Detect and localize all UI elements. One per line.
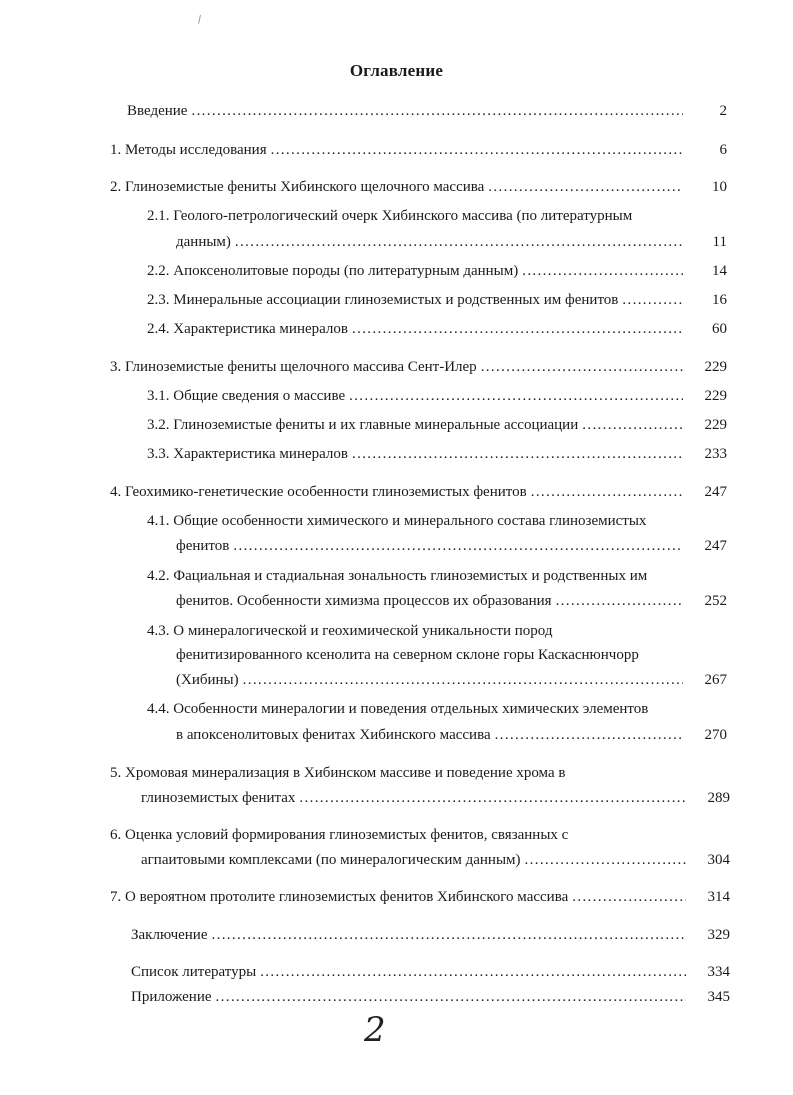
toc-entry-text: в апоксенолитовых фенитах Хибинского массива bbox=[176, 727, 491, 743]
toc-entry-section-3-1[interactable] bbox=[147, 386, 727, 406]
toc-page-number: 229 bbox=[704, 359, 727, 375]
toc-page-number: 233 bbox=[704, 446, 727, 462]
toc-page-number: 334 bbox=[707, 964, 730, 980]
toc-entry-line: 4.1. Общие особенности химического и минерального состава глиноземистых bbox=[147, 513, 647, 529]
toc-entry-section-2-3[interactable] bbox=[147, 290, 727, 310]
leader-dots bbox=[243, 670, 683, 690]
leader-dots bbox=[233, 536, 683, 556]
toc-entry-text: 2.4. Характеристика минералов bbox=[147, 321, 348, 337]
handwritten-page-number: 2 bbox=[364, 1010, 386, 1050]
toc-entry-text: 4. Геохимико-генетические особенности глиноземистых фенитов bbox=[110, 484, 527, 500]
leader-dots bbox=[191, 101, 683, 121]
toc-entry-text: Список литературы bbox=[131, 964, 257, 980]
toc-entry-text: 7. О вероятном протолите глиноземистых фенитов Хибинского массива bbox=[110, 889, 569, 905]
leader-dots bbox=[582, 415, 683, 435]
leader-dots bbox=[481, 357, 683, 377]
toc-entry-references[interactable] bbox=[131, 962, 730, 982]
toc-entry-text: Заключение bbox=[131, 927, 208, 943]
toc-entry-text: 2.2. Апоксенолитовые породы (по литературным данным) bbox=[147, 263, 519, 279]
toc-page-number: 267 bbox=[704, 672, 727, 688]
toc-page-number: 289 bbox=[707, 790, 730, 806]
toc-page-number: 11 bbox=[712, 234, 727, 250]
toc-entry-section-2-2[interactable] bbox=[147, 261, 727, 281]
toc-page-number: 10 bbox=[712, 179, 727, 195]
toc-entry-text: Введение bbox=[127, 103, 188, 119]
toc-entry-section-4-3[interactable] bbox=[176, 670, 727, 690]
page-title: Оглавление bbox=[349, 61, 444, 80]
toc-entry-line: 6. Оценка условий формирования глиноземистых фенитов, связанных с bbox=[110, 827, 569, 843]
leader-dots bbox=[495, 725, 683, 745]
leader-dots bbox=[260, 962, 686, 982]
leader-dots bbox=[216, 987, 686, 1007]
toc-entry-line: фенитизированного ксенолита на северном склоне горы Каскаснюнчорр bbox=[176, 647, 639, 663]
toc-entry-chapter-3[interactable] bbox=[110, 357, 727, 377]
toc-entry-text: 1. Методы исследования bbox=[110, 142, 267, 158]
scan-speck bbox=[198, 15, 203, 24]
toc-page-number: 329 bbox=[707, 927, 730, 943]
toc-page-number: 2 bbox=[719, 103, 727, 119]
toc-entry-line: 4.4. Особенности минералогии и поведения отдельных химических элементов bbox=[147, 701, 649, 717]
toc-page-number: 14 bbox=[712, 263, 727, 279]
toc-entry-text: глиноземистых фенитах bbox=[141, 790, 296, 806]
toc-page-number: 304 bbox=[707, 852, 730, 868]
toc-entry-section-4-4[interactable] bbox=[176, 725, 727, 745]
leader-dots bbox=[352, 444, 683, 464]
toc-entry-line: 5. Хромовая минерализация в Хибинском массиве и поведение хрома в bbox=[110, 765, 566, 781]
toc-entry-text: данным) bbox=[176, 234, 231, 250]
toc-entry-text: 3.1. Общие сведения о массиве bbox=[147, 388, 346, 404]
toc-entry-section-3-3[interactable] bbox=[147, 444, 727, 464]
toc-page-number: 345 bbox=[707, 989, 730, 1005]
toc-entry-text: Приложение bbox=[131, 989, 212, 1005]
toc-entry-text: фенитов bbox=[176, 538, 230, 554]
toc-entry-text: 2.3. Минеральные ассоциации глиноземистых и родственных им фенитов bbox=[147, 292, 619, 308]
toc-entry-line: 4.2. Фациальная и стадиальная зональность глиноземистых и родственных им bbox=[147, 568, 648, 584]
toc-entry-intro[interactable] bbox=[127, 101, 727, 121]
toc-entry-text: (Хибины) bbox=[176, 672, 239, 688]
toc-page-number: 6 bbox=[719, 142, 727, 158]
leader-dots bbox=[299, 788, 686, 808]
toc-entry-text: фенитов. Особенности химизма процессов их образования bbox=[176, 593, 552, 609]
toc-page-number: 229 bbox=[704, 417, 727, 433]
toc-entry-chapter-7[interactable] bbox=[110, 887, 730, 907]
toc-page-number: 247 bbox=[704, 484, 727, 500]
leader-dots bbox=[235, 232, 683, 252]
toc-entry-text: 2. Глиноземистые фениты Хибинского щелочного массива bbox=[110, 179, 485, 195]
leader-dots bbox=[212, 925, 687, 945]
toc-entry-section-4-1[interactable] bbox=[176, 536, 727, 556]
toc-entry-chapter-4[interactable] bbox=[110, 482, 727, 502]
toc-entry-section-2-4[interactable] bbox=[147, 319, 727, 339]
toc-entry-appendix[interactable] bbox=[131, 987, 730, 1007]
leader-dots bbox=[271, 140, 683, 160]
leader-dots bbox=[522, 261, 683, 281]
leader-dots bbox=[488, 177, 683, 197]
toc-entry-chapter-5[interactable] bbox=[141, 788, 730, 808]
toc-entry-text: агпаитовыми комплексами (по минералогическим данным) bbox=[141, 852, 521, 868]
leader-dots bbox=[572, 887, 686, 907]
toc-entry-chapter-6[interactable] bbox=[141, 850, 730, 870]
leader-dots bbox=[525, 850, 686, 870]
leader-dots bbox=[352, 319, 683, 339]
toc-entry-text: 3.3. Характеристика минералов bbox=[147, 446, 348, 462]
toc-entry-line: 4.3. О минералогической и геохимической уникальности пород bbox=[147, 623, 553, 639]
toc-entry-text: 3.2. Глиноземистые фениты и их главные минеральные ассоциации bbox=[147, 417, 579, 433]
leader-dots bbox=[622, 290, 683, 310]
toc-entry-line: 2.1. Геолого-петрологический очерк Хибинского массива (по литературным bbox=[147, 208, 633, 224]
toc-entry-chapter-1[interactable] bbox=[110, 140, 727, 160]
toc-entry-text: 3. Глиноземистые фениты щелочного массива Сент-Илер bbox=[110, 359, 477, 375]
toc-page-number: 60 bbox=[712, 321, 727, 337]
toc-entry-section-4-2[interactable] bbox=[176, 591, 727, 611]
toc-page-number: 16 bbox=[712, 292, 727, 308]
toc-entry-chapter-2[interactable] bbox=[110, 177, 727, 197]
leader-dots bbox=[531, 482, 683, 502]
toc-page-number: 229 bbox=[704, 388, 727, 404]
toc-page-number: 314 bbox=[707, 889, 730, 905]
toc-page-number: 252 bbox=[704, 593, 727, 609]
toc-page-number: 270 bbox=[704, 727, 727, 743]
toc-page-number: 247 bbox=[704, 538, 727, 554]
leader-dots bbox=[556, 591, 683, 611]
toc-entry-section-2-1[interactable] bbox=[176, 232, 727, 252]
leader-dots bbox=[349, 386, 683, 406]
toc-entry-section-3-2[interactable] bbox=[147, 415, 727, 435]
toc-entry-conclusion[interactable] bbox=[131, 925, 730, 945]
